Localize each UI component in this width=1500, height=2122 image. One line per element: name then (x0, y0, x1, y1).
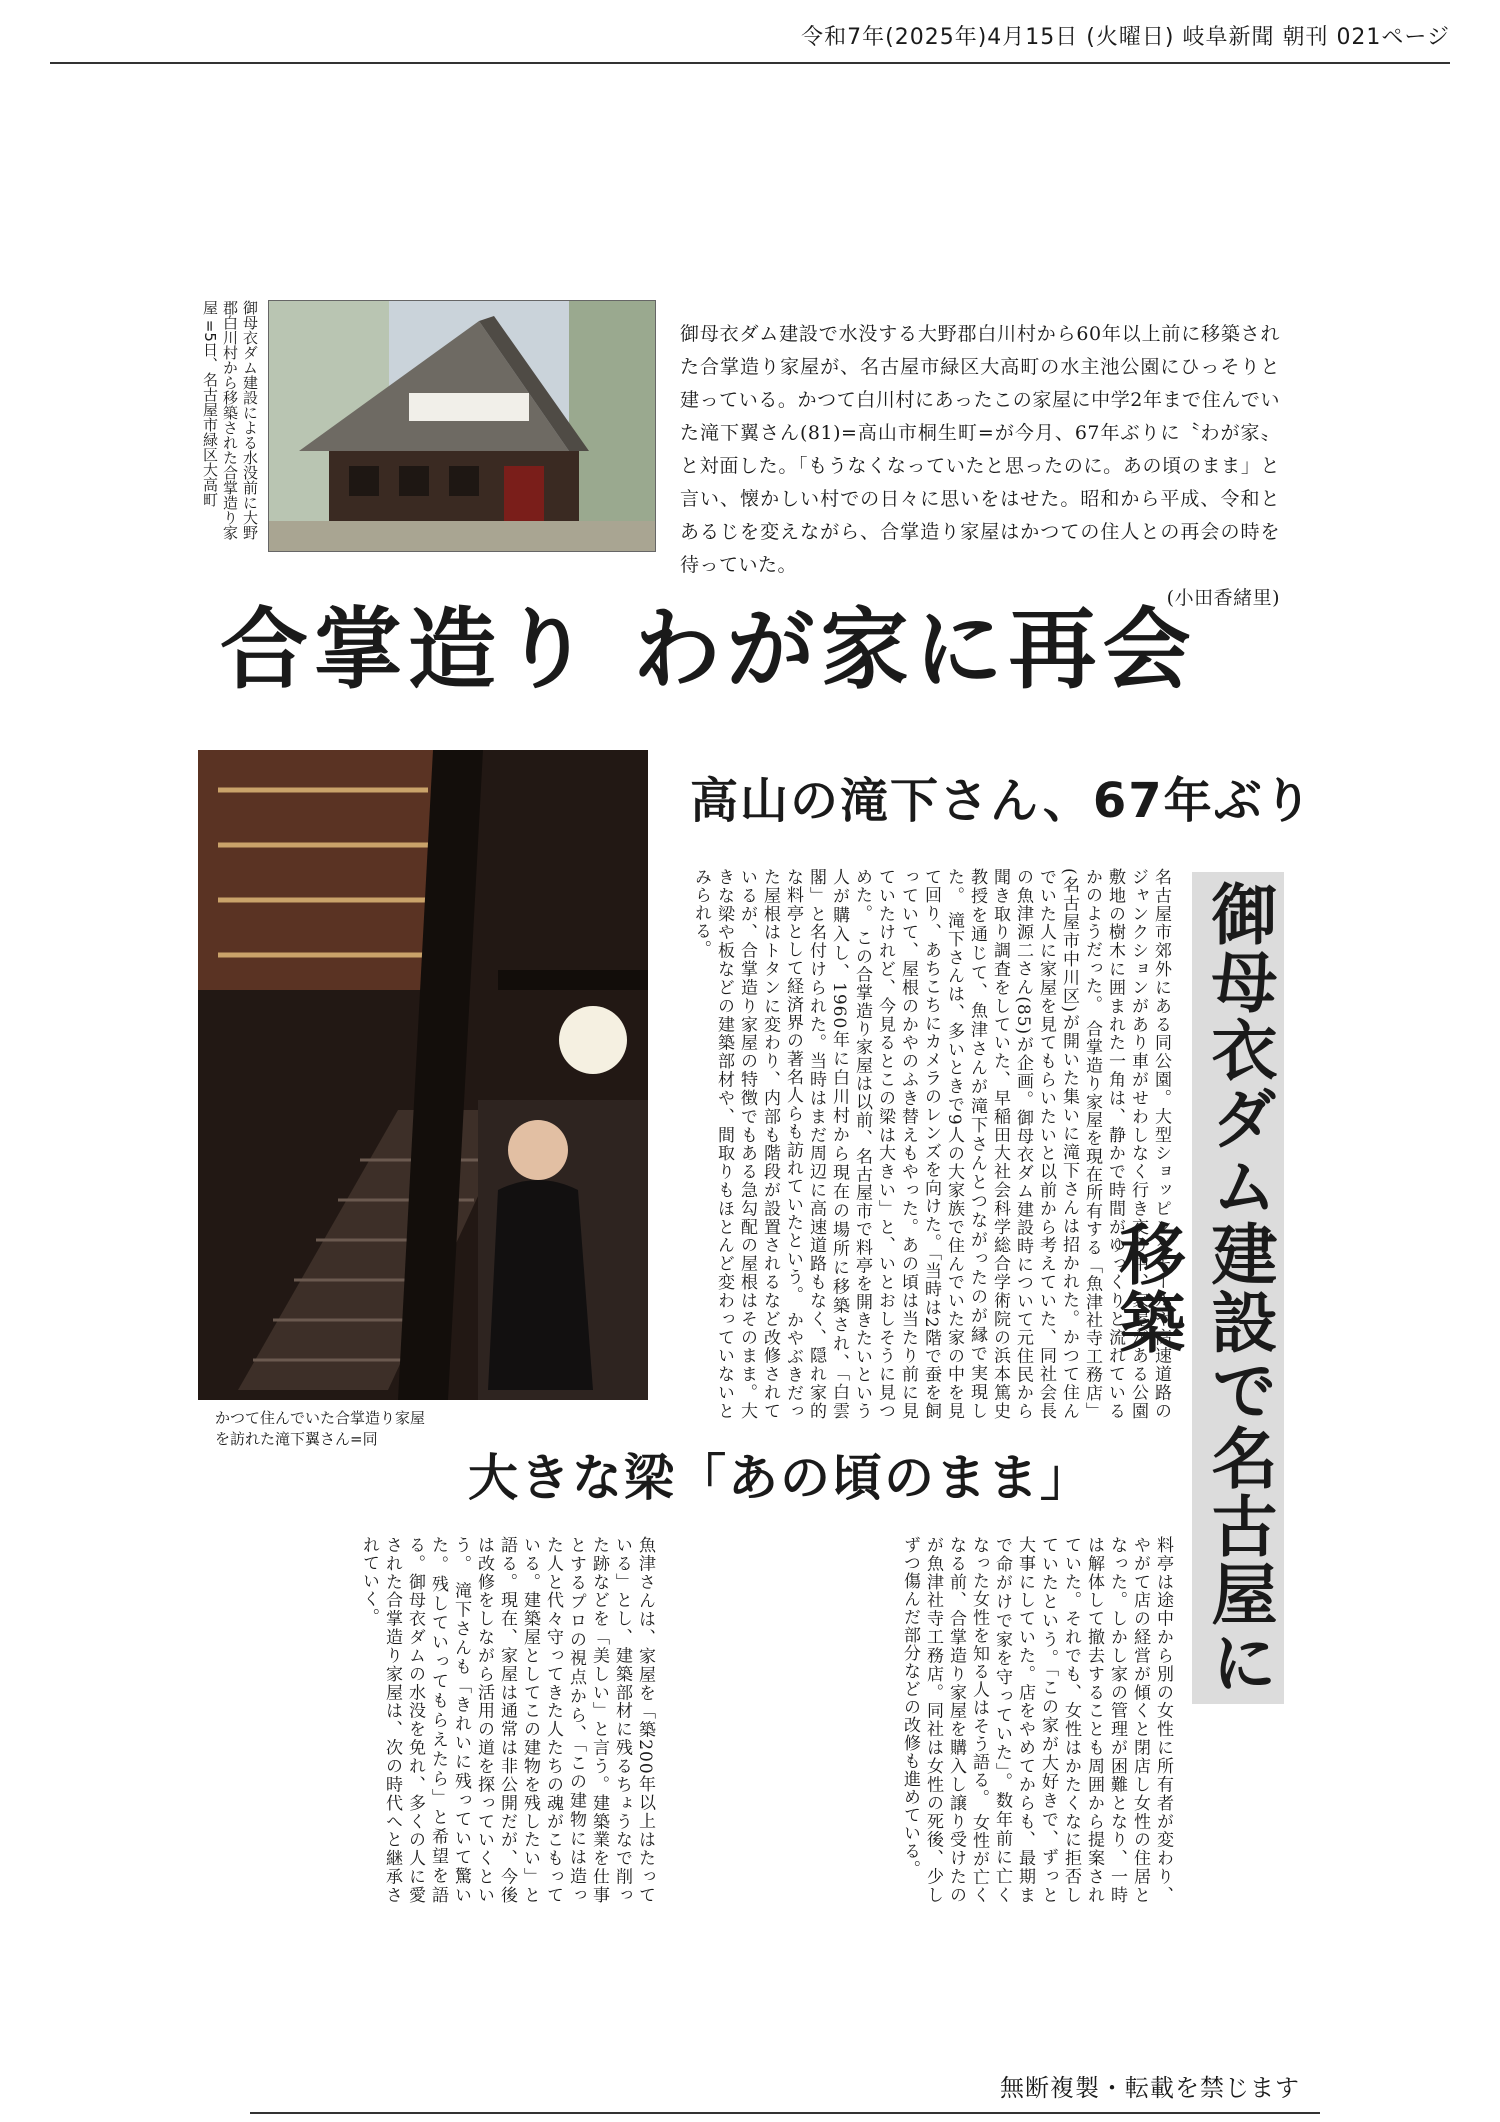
main-photo-caption: かつて住んでいた合掌造り家屋を訪れた滝下翼さん=同 (215, 1409, 426, 1448)
footer-rule (250, 2112, 1320, 2114)
article-body-lower-right: 料亭は途中から別の女性に所有者が変わり、やがて店の経営が傾くと閉店し女性の住居となった。しかし家の管理が困難となり、一時は解体して撤去することも周囲から提案されていた。それでも、女性はかたくなに拒否していたという。「この家が大好きで、ずっと大事にしていた。店をやめてからも、最期まで命がけで家を守っていた」。数年前に亡くなった女性を知る人はそう語る。 女性が亡くなる前、合掌造り家屋を購入し譲り受けたのが魚津社寺工務店。同社は女性の死後、少しずつ傷んだ部分などの改修も進めている。 (900, 1536, 1173, 1904)
copyright-notice: 無断複製・転載を禁じます (1000, 2074, 1300, 2102)
top-photo-caption: 御母衣ダム建設による水没前に大野郡白川村から移築された合掌造り家屋 =5日、名古屋市緑区大高町 (201, 300, 259, 540)
byline: (小田香緒里) (1166, 587, 1280, 609)
header-rule (50, 62, 1450, 64)
gassho-house-photo (268, 300, 656, 552)
interior-photo (198, 750, 648, 1400)
lead-paragraph (680, 318, 1280, 615)
headline: 合掌造り わが家に再会 (220, 598, 1197, 701)
subheadline-beams: 大きな梁「あの頃のまま」 (468, 1449, 1092, 1507)
interior-staircase-illustration (198, 750, 648, 1400)
gassho-house-illustration (269, 301, 655, 551)
masthead-date-line: 令和7年(2025年)4月15日 (火曜日) 岐阜新聞 朝刊 021ページ (801, 25, 1450, 50)
side-headline: 御母衣ダム建設で名古屋に移築 (1192, 872, 1284, 1704)
article-body-lower-left: 魚津さんは、家屋を「築200年以上はたっている」とし、建築部材に残るちょうなで削った跡などを「美しい」と言う。建築業を仕事とするプロの視点から、「この建物には造った人と代々守ってきた人たちの魂がこもっている。建築屋としてこの建物を残したい」と語る。現在、家屋は通常は非公開だが、今後は改修をしながら活用の道を探っていくという。 滝下さんも「きれいに残っていて驚いた。残していってもらえたら」と希望を語る。御母衣ダムの水没を免れ、多くの人に愛された合掌造り家屋は、次の時代へと継承されていく。 (359, 1536, 655, 1904)
article-body-upper: 名古屋市郊外にある同公園。大型ショッピングモールや高速道路のジャンクションがあり車がせわしなく行き交う中、家屋がある公園敷地の樹木に囲まれた一角は、静かで時間がゆっくりと流れているかのようだった。 合掌造り家屋を現在所有する「魚津社寺工務店」(名古屋市中川区)が開いた集いに滝下さんは招かれた。かつて住んでいた人に家屋を見てもらいたいと以前から考えていた、同社会長の魚津源二さん(85)が企画。御母衣ダム建設時について元住民から聞き取り調査をしていた、早稲田大社会科学総合学術院の浜本篤史教授を通じて、魚津さんが滝下さんとつながったのが縁で実現した。 滝下さんは、多いときで9人の大家族で住んでいた家の中を見て回り、あちこちにカメラのレンズを向けた。「当時は2階で蚕を飼っていて、屋根のかやのふき替えもやった。あの頃は当たり前に見ていたけれど、今見るとこの梁は大きい」と、いとおしそうに見つめた。 この合掌造り家屋は以前、名古屋市で料亭を開きたいという人が購入し、1960年に白川村から現在の場所に移築され、「白雲閣」と名付けられた。当時はまだ周辺に高速道路もなく、隠れ家的な料亭として経済界の著名人らも訪れていたという。 かやぶきだった屋根はトタンに変わり、内部も階段が設置されるなど改修されているが、合掌造り家屋の特徴でもある急勾配の屋根はそのまま。大きな梁や板などの建築部材や、間取りもほとんど変わっていないとみられる。 (691, 868, 1171, 1420)
subheadline: 高山の滝下さん、67年ぶり (690, 773, 1314, 829)
lead-text: 御母衣ダム建設で水没する大野郡白川村から60年以上前に移築された合掌造り家屋が、名古屋市緑区大高町の水主池公園にひっそりと建っている。かつて白川村にあったこの家屋に中学2年まで住んでいた滝下翼さん(81)=高山市桐生町=が今月、67年ぶりに〝わが家〟と対面した。「もうなくなっていたと思ったのに。あの頃のまま」と言い、懐かしい村での日々に思いをはせた。昭和から平成、令和とあるじを変えながら、合掌造り家屋はかつての住人との再会の時を待っていた。 (680, 323, 1280, 576)
